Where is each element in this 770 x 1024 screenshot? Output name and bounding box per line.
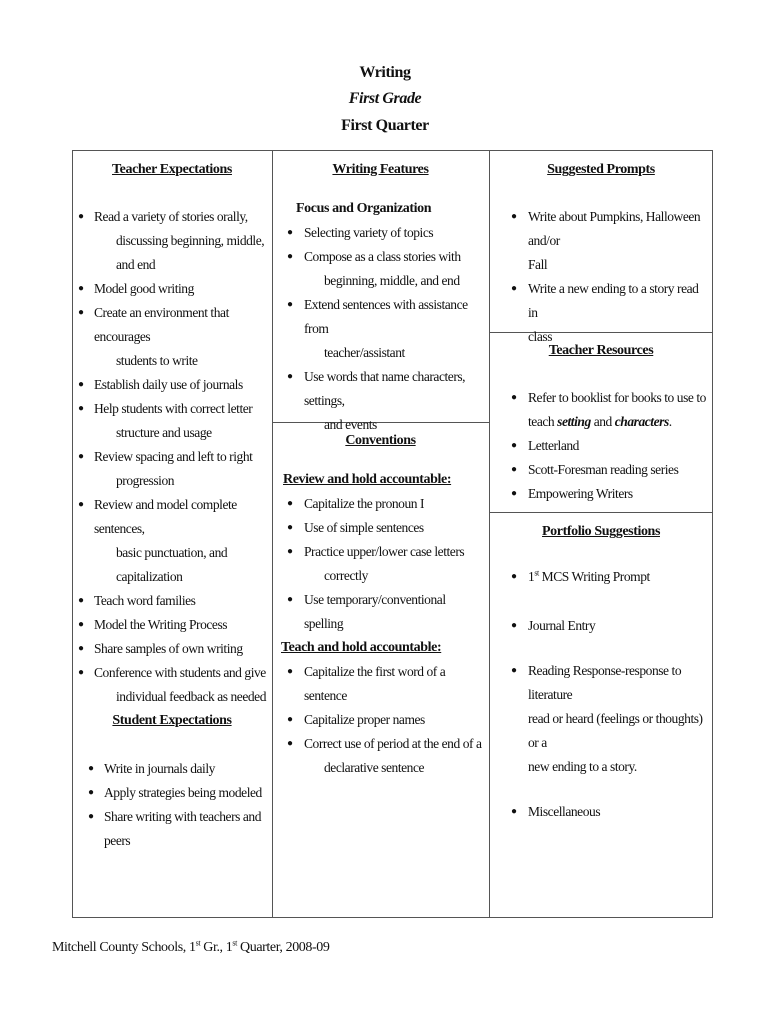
bullet-icon: ● (287, 227, 293, 238)
suggested-prompts-list (511, 205, 710, 349)
list-item-line: Capitalize the pronoun I (304, 496, 425, 511)
bullet-icon: ● (287, 371, 293, 382)
list-item-text (88, 757, 268, 781)
list-item-text (511, 458, 710, 482)
conventions-body (281, 468, 485, 780)
list-item (78, 445, 268, 493)
list-item-text (511, 800, 710, 824)
list-item-line: declarative sentence (324, 760, 425, 775)
footer-part: Quarter, 2008-09 (236, 940, 330, 955)
footer-sup: st (232, 938, 237, 948)
list-item-line: Write in journals daily (104, 761, 215, 776)
list-item-line: Model good writing (94, 281, 194, 296)
list-item (287, 492, 485, 516)
conventions-header: Conventions (345, 433, 416, 448)
bullet-icon: ● (78, 451, 84, 462)
bullet-icon: ● (511, 440, 517, 451)
list-item-text (511, 565, 710, 589)
list-item (287, 588, 485, 636)
bullet-icon: ● (78, 283, 84, 294)
focus-organization-list (287, 221, 485, 437)
list-item (287, 245, 485, 293)
footer-part: Mitchell County Schools, 1 (52, 940, 196, 955)
teach-accountable-title: Teach and hold accountable: (281, 640, 442, 655)
list-item-line: Establish daily use of journals (94, 377, 243, 392)
bullet-icon: ● (78, 595, 84, 606)
list-item-text (287, 540, 485, 588)
bullet-icon: ● (511, 211, 517, 222)
list-item-line: Capitalize the first word of a sentence (304, 664, 446, 703)
list-item (78, 205, 268, 277)
list-item-text (287, 293, 485, 365)
list-item-line: Conference with students and give (94, 665, 266, 680)
review-accountable-list (287, 492, 485, 636)
doc-title: Writing (359, 64, 411, 81)
list-item-text (78, 661, 268, 709)
portfolio-suggestions-list (511, 565, 710, 824)
list-item (78, 613, 268, 637)
footer-text (52, 940, 329, 956)
list-item-line: Scott-Foresman reading series (528, 462, 679, 477)
list-item-text (78, 205, 268, 277)
list-item-line: Reading Response-response to literature (528, 663, 682, 702)
bullet-icon: ● (287, 594, 293, 605)
list-item-line: class (528, 329, 552, 344)
list-item-text (88, 781, 268, 805)
bullet-icon: ● (287, 714, 293, 725)
list-item-line: Use words that name characters, settings, (304, 369, 466, 408)
list-item-text (287, 708, 485, 732)
list-item (78, 277, 268, 301)
bullet-icon: ● (511, 488, 517, 499)
teacher-expectations-list (78, 205, 268, 709)
portfolio-suggestions-header: Portfolio Suggestions (542, 524, 660, 539)
list-item-line: Read a variety of stories orally, (94, 209, 248, 224)
bullet-icon: ● (287, 738, 293, 749)
bullet-icon: ● (88, 811, 94, 822)
list-item-line: correctly (324, 568, 368, 583)
list-item (78, 397, 268, 445)
bullet-icon: ● (287, 299, 293, 310)
list-item-text (511, 482, 710, 506)
list-item-text (287, 660, 485, 708)
list-item (511, 614, 710, 638)
list-item-text (511, 614, 710, 638)
bullet-icon: ● (511, 620, 517, 631)
list-item-line: Create an environment that encourages (94, 305, 229, 344)
list-item (88, 805, 268, 853)
list-item (511, 482, 710, 506)
list-item-line: Selecting variety of topics (304, 225, 434, 240)
list-item-text (511, 434, 710, 458)
bullet-icon: ● (287, 666, 293, 677)
bullet-icon: ● (287, 498, 293, 509)
list-item-line: Apply strategies being modeled (104, 785, 262, 800)
bullet-icon: ● (511, 665, 517, 676)
list-item-line: teach setting and characters. (528, 414, 672, 429)
list-item-text (287, 365, 485, 437)
list-item (511, 386, 710, 434)
list-item-line: Correct use of period at the end of a (304, 736, 482, 751)
list-item (511, 659, 710, 779)
teach-accountable-list (287, 660, 485, 780)
superscript: st (534, 568, 539, 578)
bullet-icon: ● (78, 307, 84, 318)
bullet-icon: ● (78, 211, 84, 222)
list-item-text (287, 221, 485, 245)
list-item-line: progression (116, 473, 175, 488)
list-item-line: Help students with correct letter (94, 401, 253, 416)
bullet-icon: ● (511, 283, 517, 294)
list-item-text (287, 516, 485, 540)
list-item-text (78, 445, 268, 493)
review-accountable-title: Review and hold accountable: (283, 472, 452, 487)
list-item (287, 516, 485, 540)
list-item-line: teacher/assistant (324, 345, 405, 360)
list-item (287, 732, 485, 780)
bullet-icon: ● (287, 546, 293, 557)
list-item (511, 434, 710, 458)
bullet-icon: ● (88, 787, 94, 798)
list-item-line: Extend sentences with assistance from (304, 297, 468, 336)
bullet-icon: ● (511, 392, 517, 403)
list-item-line: 1st MCS Writing Prompt (528, 568, 650, 584)
bullet-icon: ● (78, 379, 84, 390)
list-item-line: Review and model complete sentences, (94, 497, 237, 536)
doc-subtitle-grade: First Grade (348, 90, 422, 107)
bullet-icon: ● (78, 619, 84, 630)
list-item-line: Practice upper/lower case letters (304, 544, 465, 559)
emphasis: setting (557, 414, 591, 429)
list-item (78, 637, 268, 661)
focus-organization-title: Focus and Organization (296, 201, 432, 216)
bullet-icon: ● (78, 403, 84, 414)
list-item (78, 301, 268, 373)
list-item-line: beginning, middle, and end (324, 273, 460, 288)
list-item-text (511, 659, 710, 779)
list-item-text (78, 373, 268, 397)
list-item-line: and end (116, 257, 156, 272)
suggested-prompts-header: Suggested Prompts (547, 162, 655, 177)
list-item (511, 800, 710, 824)
list-item-text (511, 386, 710, 434)
list-item-text (78, 613, 268, 637)
list-item-line: structure and usage (116, 425, 212, 440)
doc-subtitle-quarter: First Quarter (341, 117, 429, 134)
list-item-line: Capitalize proper names (304, 712, 425, 727)
list-item-line: Write about Pumpkins, Halloween and/or (528, 209, 701, 248)
bullet-icon: ● (88, 763, 94, 774)
list-item-text (287, 588, 485, 636)
list-item-line: Miscellaneous (528, 804, 601, 819)
list-item-line: Letterland (528, 438, 579, 453)
bullet-icon: ● (287, 251, 293, 262)
footer-sup: st (195, 938, 201, 948)
list-item (78, 589, 268, 613)
column-1-body (78, 205, 268, 853)
list-item-line: Journal Entry (528, 618, 596, 633)
list-item-line: Review spacing and left to right (94, 449, 253, 464)
list-item (287, 365, 485, 437)
teacher-resources-list (511, 386, 710, 506)
list-item (287, 221, 485, 245)
list-item-text (78, 301, 268, 373)
list-item-line: Empowering Writers (528, 486, 633, 501)
list-item-line: Fall (528, 257, 548, 272)
bullet-icon: ● (78, 499, 84, 510)
list-item (287, 708, 485, 732)
list-item-text (511, 205, 710, 277)
list-item-text (78, 637, 268, 661)
list-item-line: basic punctuation, and capitalization (116, 545, 228, 584)
list-item-line: Use of simple sentences (304, 520, 424, 535)
list-item-text (287, 492, 485, 516)
list-item-line: Use temporary/conventional spelling (304, 592, 446, 631)
list-item-text (78, 493, 268, 589)
bullet-icon: ● (511, 464, 517, 475)
footer-part: Gr., 1 (200, 940, 233, 955)
teacher-resources-header: Teacher Resources (548, 343, 654, 358)
list-item-text (78, 589, 268, 613)
list-item (287, 293, 485, 365)
list-item-line: read or heard (feelings or thoughts) or a (528, 711, 703, 750)
list-item-line: Compose as a class stories with (304, 249, 461, 264)
writing-features-header: Writing Features (332, 162, 429, 177)
list-item-line: Refer to booklist for books to use to (528, 390, 706, 405)
bullet-icon: ● (511, 806, 517, 817)
list-item-line: students to write (116, 353, 198, 368)
list-item (78, 373, 268, 397)
bullet-icon: ● (78, 643, 84, 654)
list-item-line: Teach word families (94, 593, 196, 608)
bullet-icon: ● (511, 571, 517, 582)
emphasis: characters (614, 414, 669, 429)
list-item (511, 565, 710, 589)
list-item-line: individual feedback as needed (116, 689, 267, 704)
list-item-text (88, 805, 268, 853)
list-item (287, 540, 485, 588)
teacher-expectations-header: Teacher Expectations (112, 162, 232, 177)
list-item-text (287, 245, 485, 293)
list-item-line: Write a new ending to a story read in (528, 281, 699, 320)
list-item (511, 458, 710, 482)
list-item-line: Share samples of own writing (94, 641, 243, 656)
list-item-text (78, 397, 268, 445)
column-divider (272, 150, 273, 918)
list-item-text (287, 732, 485, 780)
list-item (287, 660, 485, 708)
list-item-line: Share writing with teachers and peers (104, 809, 261, 848)
bullet-icon: ● (78, 667, 84, 678)
list-item-line: new ending to a story. (528, 759, 637, 774)
row-divider (489, 512, 713, 513)
list-item-line: discussing beginning, middle, (116, 233, 265, 248)
list-item (78, 493, 268, 589)
list-item-line: Model the Writing Process (94, 617, 228, 632)
student-expectations-header: Student Expectations (112, 713, 232, 728)
list-item (78, 661, 268, 709)
bullet-icon: ● (287, 522, 293, 533)
student-expectations-list (88, 757, 268, 853)
list-item (88, 781, 268, 805)
list-item-text (78, 277, 268, 301)
list-item-line: and events (324, 417, 377, 432)
list-item (511, 205, 710, 277)
list-item (88, 757, 268, 781)
